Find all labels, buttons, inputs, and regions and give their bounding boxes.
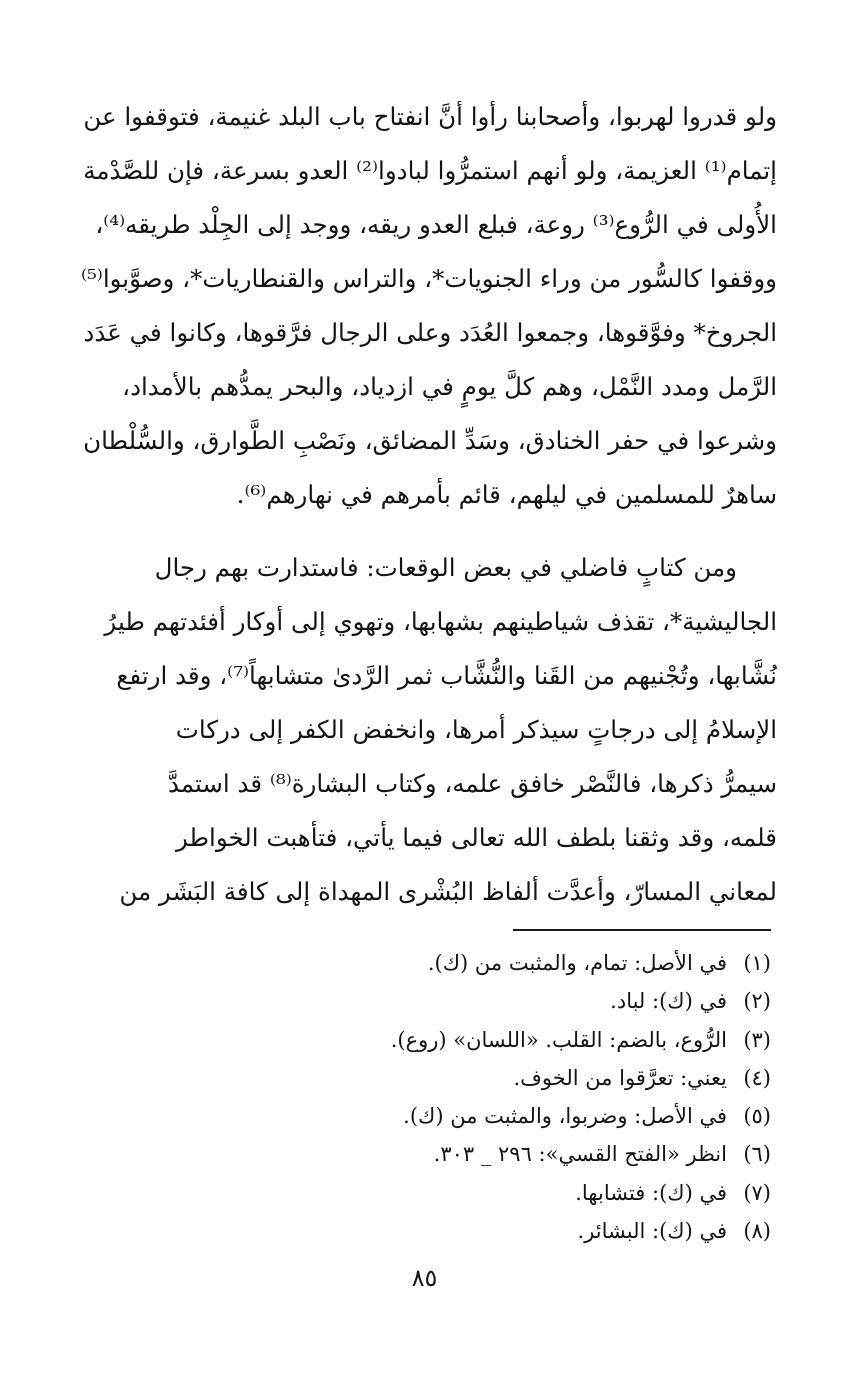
footnote-item — [120, 1021, 771, 1059]
footnote-text: الرُّوع، بالضم: القلب. «اللسان» (روع). — [390, 1027, 727, 1052]
footnotes — [120, 944, 771, 1250]
text-line: الجاليشية*، تقذف شياطينهم بشهابها، وتهوي إلى أوكار أفئدتهم طيرُ — [104, 607, 777, 636]
footnote-item — [120, 1097, 771, 1135]
footnote-number: (٣) — [743, 1027, 771, 1052]
text-line: قلمه، وقد وثقنا بلطف الله تعالى فيما يأتي، فتأهبت الخواطر — [176, 823, 777, 852]
footnote-text: في الأصل: وضربوا، والمثبت من (ك). — [403, 1104, 727, 1129]
text-line: الأُولى في الرُّوع⁽³⁾ روعة، فبلع العدو ريقه، ووجد إلى الجِلْد طريقه⁽⁴⁾، — [95, 210, 777, 239]
text-line: ووقفوا كالسُّور من وراء الجنويات*، والتراس والقنطاريات*، وصوَّبوا⁽⁵⁾ — [80, 264, 777, 293]
text-line: وشرعوا في حفر الخنادق، وسَدِّ المضائق، ونَصْبِ الطَّوارق، والسُّلْطان — [83, 426, 777, 455]
footnote-item — [120, 1212, 771, 1250]
footnote-number: (١) — [743, 951, 771, 975]
text-line: الإسلامُ إلى درجاتٍ سيذكر أمرها، وانخفض الكفر إلى دركات — [175, 715, 777, 744]
footnote-number: (٤) — [743, 1065, 771, 1090]
footnote-number: (٥) — [743, 1104, 771, 1129]
footnote-number: (٨) — [743, 1219, 771, 1244]
footnote-text: انظر «الفتح القسي»: ٢٩٦ _ ٣٠٣. — [433, 1142, 727, 1167]
footnote-number: (٧) — [743, 1180, 771, 1205]
text-line: ومن كتابٍ فاضلي في بعض الوقعات: فاستدارت بهم رجال — [154, 553, 737, 582]
footnote-text: في الأصل: تمام، والمثبت من (ك). — [427, 951, 727, 975]
footnote-item — [120, 982, 771, 1020]
paragraph-1 — [78, 90, 777, 522]
page-number: ٨٥ — [411, 1264, 438, 1292]
footnote-text: في (ك): البشائر. — [577, 1219, 727, 1244]
text-line: الرَّمل ومدد النَّمْل، وهم كلَّ يومٍ في ازدياد، والبحر يمدُّهم بالأمداد، — [122, 372, 777, 401]
footnote-number: (٢) — [743, 989, 771, 1014]
paragraph-2 — [78, 541, 777, 919]
text-line: نُشَّابها، وتُجْنيهم من القَنا والنُّشَّاب ثمر الرَّدىٰ متشابهاً⁽⁷⁾، وقد ارتفع — [116, 661, 777, 690]
footnote-separator — [513, 929, 771, 931]
footnote-item — [120, 1174, 771, 1212]
footnote-text: في (ك): لباد. — [610, 989, 727, 1014]
footnote-text: يعني: تعرَّقوا من الخوف. — [513, 1065, 727, 1090]
text-line: الجروخ* وفوَّقوها، وجمعوا العُدَد وعلى الرجال فرَّقوها، وكانوا في عَدَد — [83, 318, 777, 347]
footnote-text: في (ك): فتشابها. — [575, 1180, 727, 1205]
text-line: ساهرٌ للمسلمين في ليلهم، قائم بأمرهم في نهارهم⁽⁶⁾. — [236, 480, 777, 509]
text-line: إتمام⁽¹⁾ العزيمة، ولو أنهم استمرُّوا لبادوا⁽²⁾ العدو بسرعة، فإن للصَّدْمة — [83, 156, 777, 185]
footnote-item — [120, 1059, 771, 1097]
footnote-item — [120, 1135, 771, 1173]
text-line: سيمرُّ ذكرها، فالنَّصْر خافق علمه، وكتاب البشارة⁽⁸⁾ قد استمدَّ — [167, 769, 777, 798]
footnote-item — [120, 944, 771, 982]
footnote-number: (٦) — [743, 1142, 771, 1167]
text-line: ولو قدروا لهربوا، وأصحابنا رأوا أنَّ انفتاح باب البلد غنيمة، فتوقفوا عن — [83, 102, 777, 131]
text-line: لمعاني المسارّ، وأعدَّت ألفاظ البُشْرى المهداة إلى كافة البَشَر من — [119, 877, 777, 906]
